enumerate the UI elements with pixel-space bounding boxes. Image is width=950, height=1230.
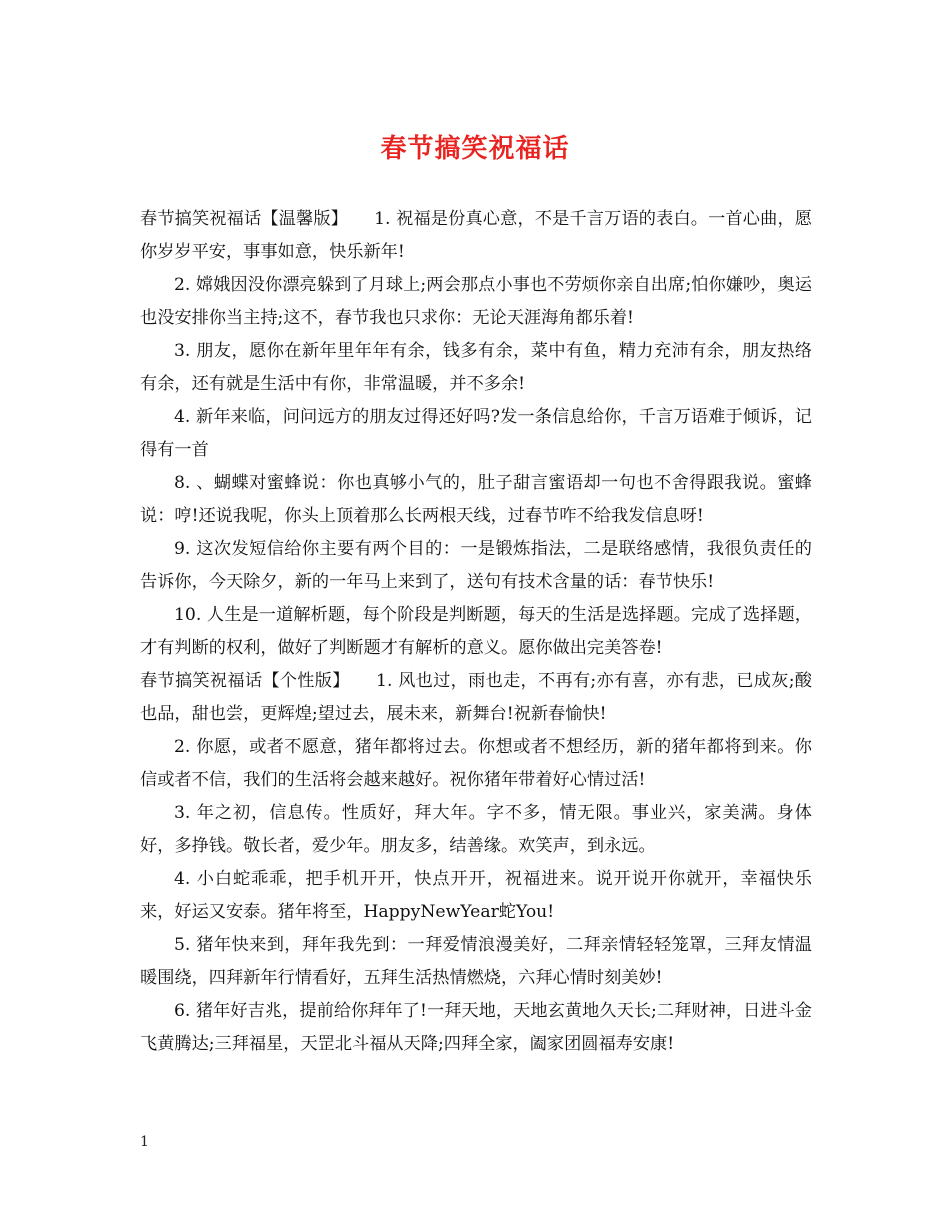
document-body <box>140 203 812 1061</box>
paragraph-personal-intro: 春节搞笑祝福话【个性版】 1. 风也过，雨也走，不再有;亦有喜，亦有悲，已成灰;酸也品，甜也尝，更辉煌;望过去，展未来，新舞台!祝新春愉快! <box>140 671 812 724</box>
paragraph-personal-2: 2. 你愿，或者不愿意，猪年都将过去。你想或者不想经历，新的猪年都将到来。你信或者不信，我们的生活将会越来越好。祝你猪年带着好心情过活! <box>140 737 812 790</box>
paragraph-personal-3: 3. 年之初，信息传。性质好，拜大年。字不多，情无限。事业兴，家美满。身体好，多挣钱。敬长者，爱少年。朋友多，结善缘。欢笑声，到永远。 <box>140 803 812 856</box>
paragraph-warm-4: 4. 新年来临，问问远方的朋友过得还好吗?发一条信息给你，千言万语难于倾诉，记得有一首 <box>140 407 812 460</box>
paragraph-warm-8: 8. 、蝴蝶对蜜蜂说：你也真够小气的，肚子甜言蜜语却一句也不舍得跟我说。蜜蜂说：哼!还说我呢，你头上顶着那么长两根天线，过春节咋不给我发信息呀! <box>140 473 812 526</box>
paragraph-personal-6: 6. 猪年好吉兆，提前给你拜年了!一拜天地，天地玄黄地久天长;二拜财神，日进斗金飞黄腾达;三拜福星，天罡北斗福从天降;四拜全家，阖家团圆福寿安康! <box>140 1001 812 1054</box>
document-title: 春节搞笑祝福话 <box>380 134 570 164</box>
paragraph-warm-3: 3. 朋友，愿你在新年里年年有余，钱多有余，菜中有鱼，精力充沛有余，朋友热络有余，还有就是生活中有你，非常温暖，并不多余! <box>140 341 812 394</box>
paragraph-warm-9: 9. 这次发短信给你主要有两个目的：一是锻炼指法，二是联络感情，我很负责任的告诉你，今天除夕，新的一年马上来到了，送句有技术含量的话：春节快乐! <box>140 539 812 592</box>
paragraph-warm-2: 2. 嫦娥因没你漂亮躲到了月球上;两会那点小事也不劳烦你亲自出席;怕你嫌吵，奥运也没安排你当主持;这不，春节我也只求你：无论天涯海角都乐着! <box>140 275 812 328</box>
paragraph-personal-4: 4. 小白蛇乖乖，把手机开开，快点开开，祝福进来。说开说开你就开，幸福快乐来，好运又安泰。猪年将至，HappyNewYear蛇You! <box>140 869 812 922</box>
paragraph-warm-intro: 春节搞笑祝福话【温馨版】 1. 祝福是份真心意，不是千言万语的表白。一首心曲，愿你岁岁平安，事事如意，快乐新年! <box>140 209 812 262</box>
paragraph-warm-10: 10. 人生是一道解析题，每个阶段是判断题，每天的生活是选择题。完成了选择题，才有判断的权利，做好了判断题才有解析的意义。愿你做出完美答卷! <box>140 605 812 658</box>
paragraph-personal-5: 5. 猪年快来到，拜年我先到：一拜爱情浪漫美好，二拜亲情轻轻笼罩，三拜友情温暖围绕，四拜新年行情看好，五拜生活热情燃烧，六拜心情时刻美妙! <box>140 935 812 988</box>
page-number: 1 <box>140 1134 149 1150</box>
